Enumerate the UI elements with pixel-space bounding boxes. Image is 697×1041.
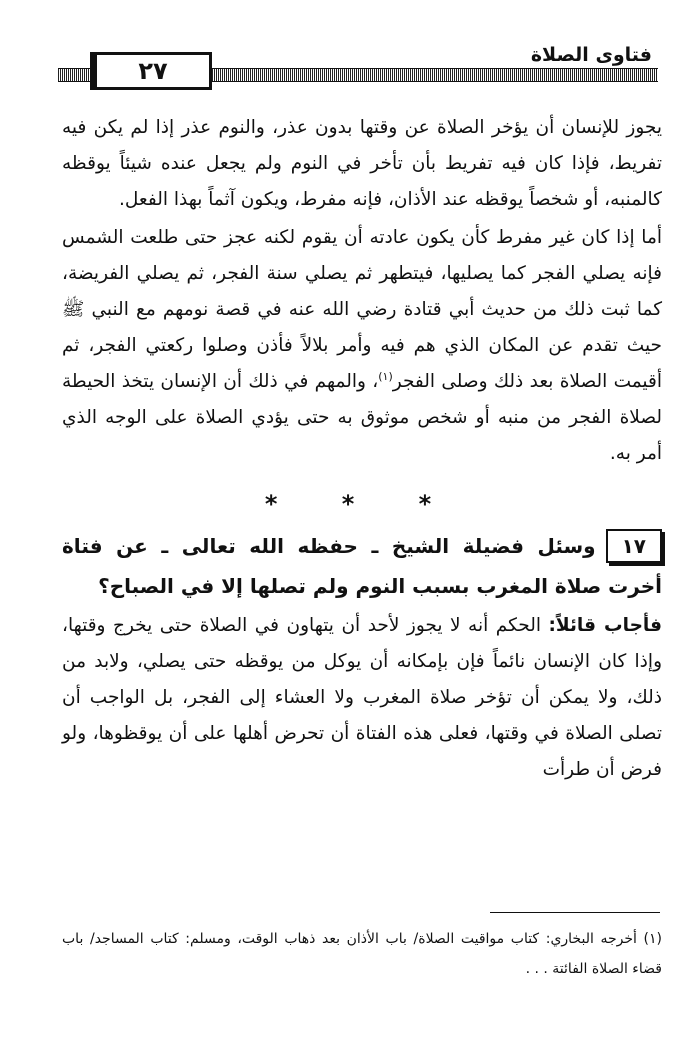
answer-lead: فأجاب قائلاً: [548, 615, 662, 636]
question-number: ١٧ [606, 529, 662, 563]
running-title: فتاوى الصلاة [527, 44, 656, 66]
page-header [58, 40, 658, 88]
section-separator: * * * [264, 490, 460, 518]
paragraph-1: يجوز للإنسان أن يؤخر الصلاة عن وقتها بدون عذر، والنوم عذر إذا لم يكن فيه تفريط، فإذا كان فيه تفريط بأن تأخر في النوم ولم يجعل عنده شيئاً يوقظه كالمنبه، أو شخصاً يوقظه عند الأذان، فإنه مفرط، ويكون آثماً بهذا الفعل. [62, 117, 662, 210]
paragraph-2 [62, 220, 662, 472]
question-text: وسئل فضيلة الشيخ ـ حفظه الله تعالى ـ عن فتاة أخرت صلاة المغرب بسبب النوم ولم تصلها إلا في الصباح؟ [62, 534, 662, 598]
answer-text: الحكم أنه لا يجوز لأحد أن يتهاون في الصلاة حتى يخرج وقتها، وإذا كان الإنسان نائماً فإن بإمكانه أن يوكل من يوقظه حتى يصلي، ولابد من ذلك، ولا يمكن أن تؤخر صلاة المغرب ولا العشاء إلى الفجر، بل الواجب أن تصلى الصلاة في وقتها، فعلى هذه الفتاة أن تحرض أهلها على أن يوقظوها، ولو فرض أن طرأت [62, 615, 662, 780]
answer [62, 608, 662, 788]
question [62, 526, 662, 606]
paragraph-2-tail: ، والمهم في ذلك أن الإنسان يتخذ الحيطة لصلاة الفجر من منبه أو شخص موثوق به حتى يؤدي الصلاة على الوجه الذي أمر به. [62, 371, 662, 464]
page-number: ٢٧ [138, 57, 168, 85]
footnote: (١) أخرجه البخاري: كتاب مواقيت الصلاة/ باب الأذان بعد ذهاب الوقت، ومسلم: كتاب المساجد/ باب قضاء الصلاة الفائتة . . . [62, 931, 662, 977]
footnote-divider [490, 912, 660, 913]
paragraph-2-text: أما إذا كان غير مفرط كأن يكون عادته أن يقوم لكنه عجز حتى طلعت الشمس فإنه يصلي الفجر كما يصليها، فيتطهر ثم يصلي سنة الفجر، ثم يصلي الفريضة، كما ثبت ذلك من حديث أبي قتادة رضي الله عنه في قصة نومهم مع النبي ﷺ حيث تقدم عن المكان الذي هم فيه وأمر بلالاً فأذن وصلوا ركعتي الفجر، ثم أقيمت الصلاة بعد ذلك وصلى الفجر [62, 227, 662, 392]
page-body [62, 110, 662, 788]
page-number-box [94, 52, 212, 90]
footnote-reference[interactable]: (١) [378, 369, 393, 383]
